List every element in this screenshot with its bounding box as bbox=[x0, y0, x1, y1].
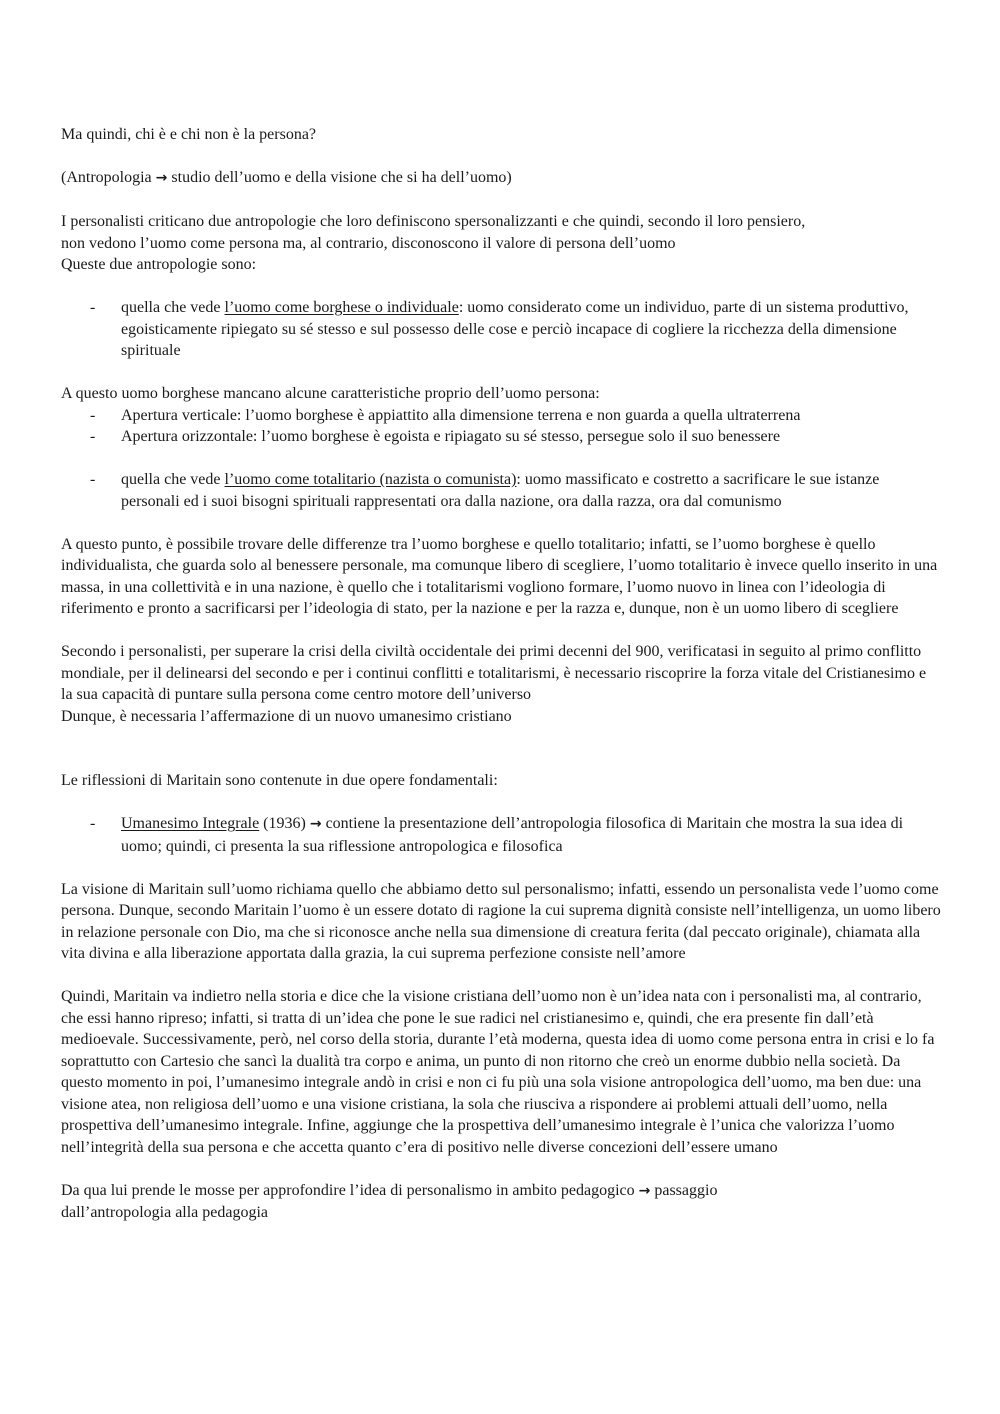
paragraph-maritain-works: Le riflessioni di Maritain sono contenute in due opere fondamentali: bbox=[61, 772, 498, 789]
paragraph-bourgeois-missing: A questo uomo borghese mancano alcune caratteristiche proprio dell’uomo persona: bbox=[61, 385, 600, 402]
book-title: Umanesimo Integrale bbox=[121, 815, 260, 832]
right-arrow-icon: → bbox=[309, 816, 322, 832]
paragraph-conclusion-line-2: dall’antropologia alla pedagogia bbox=[61, 1204, 269, 1221]
paragraph-intro-line-2: non vedono l’uomo come persona ma, al contrario, disconoscono il valore di persona dell’uomo bbox=[61, 234, 676, 252]
question-line: Ma quindi, chi è e chi non è la persona? bbox=[61, 126, 317, 143]
paragraph-intro-line-1: I personalisti criticano due antropologie che loro definiscono spersonalizzanti e che quindi, secondo il loro pensiero, bbox=[61, 213, 806, 230]
paragraph-conclusion: Da qua lui prende le mosse per approfondire l’idea di personalismo in ambito pedagogico → passaggio bbox=[61, 1181, 718, 1199]
bullet-dash: - bbox=[90, 428, 96, 445]
list-item-totalitarian: - quella che vede l’uomo come totalitario (nazista o comunista): uomo massificato e costretto a sacrificare le sue istanze personali ed i suoi bisogni spirituali rappresentati ora dalla nazione, ora dalla razza, ora dal comunismo bbox=[90, 471, 880, 510]
underlined-term: l’uomo come totalitario (nazista o comunista) bbox=[224, 471, 517, 488]
paragraph-maritain-vision: La visione di Maritain sull’uomo richiama quello che abbiamo detto sul personalismo; infatti, essendo un personalista vede l’uomo come persona. Dunque, secondo Maritain l’uomo è un essere dotato di ragione la cui suprema dignità consiste nell’intelligenza, un uomo libero in relazione personale con Dio, ma che si riconosce anche nella sua dimensione di creatura ferita (dal peccato originale), chiamata alla vita divina e alla liberazione apportata dalla grazia, la cui suprema perfezione consiste nell’amore bbox=[61, 880, 941, 962]
list-item-umanesimo-integrale: - Umanesimo Integrale (1936) → contiene la presentazione dell’antropologia filosofica di Maritain che mostra la sua idea di uomo; quindi, ci presenta la sua riflessione antropologica e filosofica bbox=[90, 815, 904, 855]
paragraph-intro-line-3: Queste due antropologie sono: bbox=[61, 256, 257, 273]
paragraph-maritain-history: Quindi, Maritain va indietro nella storia e dice che la visione cristiana dell’uomo non è un’idea nata con i personalisti ma, al contrario, che essi hanno ripreso; infatti, si tratta di un’idea che pone le sue radici nel cristianesimo e, quindi, che era presente fin dall’età medioevale. Successivamente, però, nel corso della storia, durante l’età moderna, questa idea di uomo come persona entra in crisi e lo fa soprattutto con Cartesio che sancì la dualità tra corpo e anima, un punto di non ritorno che creò un enorme dubbio nella società. Da questo momento in poi, l’umanesimo integrale andò in crisi e non ci fu più una sola visione antropologica dell’uomo, ma ben due: una visione atea, non religiosa dell’uomo e una visione cristiana, la sola che riusciva a rispondere ai problemi attuali dell’uomo, nella prospettiva dell’umanesimo integrale. Infine, aggiunge che la prospettiva dell’umanesimo integrale è l’unica che valorizza l’uomo nell’integrità della sua persona e che accetta quanto c’era di positivo nelle diverse concezioni dell’essere umano bbox=[61, 988, 935, 1156]
right-arrow-icon: → bbox=[155, 170, 168, 186]
right-arrow-icon: → bbox=[638, 1182, 651, 1199]
bullet-dash: - bbox=[90, 815, 96, 832]
document-page bbox=[61, 124, 941, 1224]
bullet-dash: - bbox=[90, 471, 96, 488]
paragraph-differences: A questo punto, è possibile trovare delle differenze tra l’uomo borghese e quello totalitario; infatti, se l’uomo borghese è quello individualista, che guarda solo al benessere personale, ma comunque libero di scegliere, l’uomo totalitario è invece quello inserito in una massa, in una collettività e in una nazione, è quello che i totalitarismi vogliono formare, l’uomo nuovo in linea con l’ideologia di riferimento e pronto a sacrificarsi per l’ideologia di stato, per la nazione e per la razza e, dunque, non è un uomo libero di scegliere bbox=[61, 535, 938, 617]
bullet-dash: - bbox=[90, 299, 96, 316]
list-item-vertical-opening: - Apertura verticale: l’uomo borghese è appiattito alla dimensione terrena e non guarda a quella ultraterrena bbox=[61, 405, 941, 427]
paragraph-crisis-conclusion: Dunque, è necessaria l’affermazione di un nuovo umanesimo cristiano bbox=[61, 707, 512, 725]
paragraph-crisis: Secondo i personalisti, per superare la crisi della civiltà occidentale dei primi decenni del 900, verificatasi in seguito al primo conflitto mondiale, per il delinearsi del secondo e per i continui conflitti e totalitarismi, è necessario riscoprire la forza vitale del Cristianesimo e la sua capacità di puntare sulla persona come centro motore dell’universo bbox=[61, 643, 927, 703]
list-item-bourgeois: - quella che vede l’uomo come borghese o individuale: uomo considerato come un individuo, parte di un sistema produttivo, egoisticamente ripiegato su sé stesso e sul possesso delle cose e perciò incapace di cogliere la ricchezza della dimensione spirituale bbox=[90, 299, 909, 359]
anthropology-definition: (Antropologia → studio dell’uomo e della visione che si ha dell’uomo) bbox=[61, 169, 512, 186]
list-item-horizontal-opening: - Apertura orizzontale: l’uomo borghese è egoista e ripiagato su sé stesso, persegue solo il suo benessere bbox=[61, 426, 941, 448]
underlined-term: l’uomo come borghese o individuale bbox=[224, 299, 459, 316]
bullet-dash: - bbox=[90, 406, 96, 424]
